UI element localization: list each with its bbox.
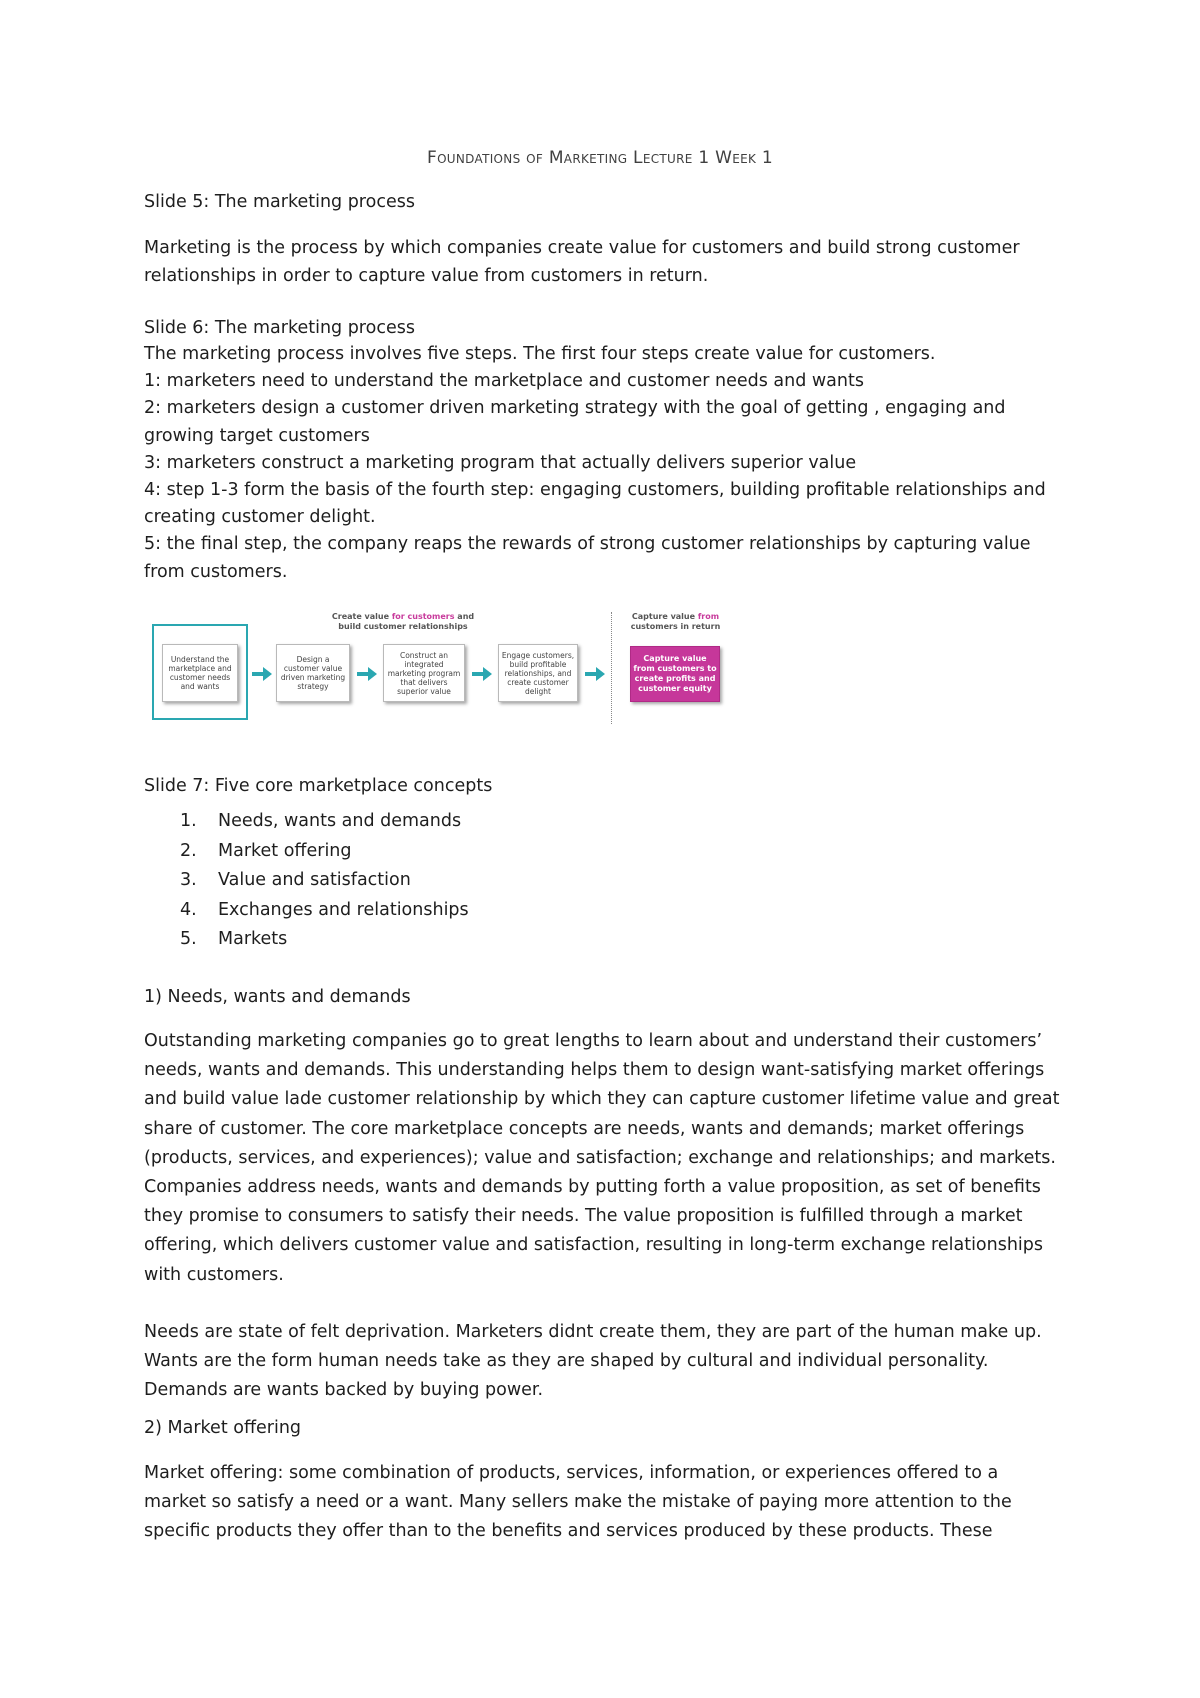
- list-item: 2. Market offering: [180, 840, 352, 861]
- slide6-step-1: 1: marketers need to understand the marketplace and customer needs and wants: [144, 371, 864, 392]
- arrow-right-icon: [472, 667, 492, 681]
- section1-paragraph-2: Needs are state of felt deprivation. Marketers didnt create them, they are part of the human make up. Wants are the form human needs take as they are shaped by cultural and individual personality. Demands are wants backed by buying power.: [144, 1322, 1042, 1401]
- diagram-divider: [611, 612, 612, 724]
- slide6-title: Slide 6: The marketing process: [144, 318, 415, 338]
- arrow-right-icon: [252, 667, 272, 681]
- diagram-step-5: Capture value from customers to create profits and customer equity: [630, 646, 720, 702]
- slide6-step-4: 4: step 1-3 form the basis of the fourth step: engaging customers, building profitable relationships and creating customer delight.: [144, 480, 1046, 528]
- list-item: 3. Value and satisfaction: [180, 870, 411, 890]
- diagram-title-create: Create value for customers and build customer relationships: [331, 612, 475, 631]
- section2-paragraph-1: Market offering: some combination of products, services, information, or experiences offered to a market so satisfy a need or a want. Many sellers make the mistake of paying more attention to the specific products they offer than to the benefits and services produced by these products. These: [144, 1463, 1012, 1542]
- slide5-text: Marketing is the process by which companies create value for customers and build strong customer relationships in order to capture value from customers in return.: [144, 238, 1020, 286]
- arrow-right-icon: [357, 667, 377, 681]
- marketing-process-diagram: [148, 612, 738, 724]
- section1-paragraph-1: Outstanding marketing companies go to great lengths to learn about and understand their customers’ needs, wants and demands. This understanding helps them to design want-satisfying market offerings and build value lade customer relationship by which they can capture customer lifetime value and great share of customer. The core marketplace concepts are needs, wants and demands; market offerings (products, services, and experiences); value and satisfaction; exchange and relationships; and markets. Companies address needs, wants and demands by putting forth a value proposition, as set of benefits they promise to consumers to satisfy their needs. The value proposition is fulfilled through a market offering, which delivers customer value and satisfaction, resulting in long-term exchange relationships with customers.: [144, 1031, 1060, 1285]
- section1-title: 1) Needs, wants and demands: [144, 987, 411, 1007]
- diagram-step-4: Engage customers, build profitable relationships, and create customer delight: [498, 644, 578, 702]
- page-header: Foundations of Marketing Lecture 1 Week 1: [426, 148, 774, 168]
- slide6-step-2: 2: marketers design a customer driven marketing strategy with the goal of getting , engaging and growing target customers: [144, 398, 1006, 446]
- list-item: 4. Exchanges and relationships: [180, 899, 469, 920]
- section2-title: 2) Market offering: [144, 1418, 302, 1438]
- slide7-title: Slide 7: Five core marketplace concepts: [144, 776, 493, 796]
- slide6-step-3: 3: marketers construct a marketing program that actually delivers superior value: [144, 452, 857, 473]
- diagram-step-1: Understand the marketplace and customer needs and wants: [162, 644, 238, 702]
- list-item: 5. Markets: [180, 929, 288, 949]
- arrow-right-icon: [585, 667, 605, 681]
- slide6-step-5: 5: the final step, the company reaps the rewards of strong customer relationships by capturing value from customers.: [144, 534, 1031, 582]
- slide6-body: [144, 341, 1064, 586]
- slide5-title: Slide 5: The marketing process: [144, 192, 415, 212]
- diagram-step-3: Construct an integrated marketing program that delivers superior value: [383, 644, 465, 702]
- diagram-title-capture: Capture value from customers in return: [630, 612, 721, 631]
- diagram-step-2: Design a customer value driven marketing strategy: [276, 644, 350, 702]
- core-concepts-list: [144, 807, 469, 955]
- list-item: 1. Needs, wants and demands: [180, 811, 462, 831]
- slide6-intro: The marketing process involves five steps. The first four steps create value for customers.: [144, 344, 936, 364]
